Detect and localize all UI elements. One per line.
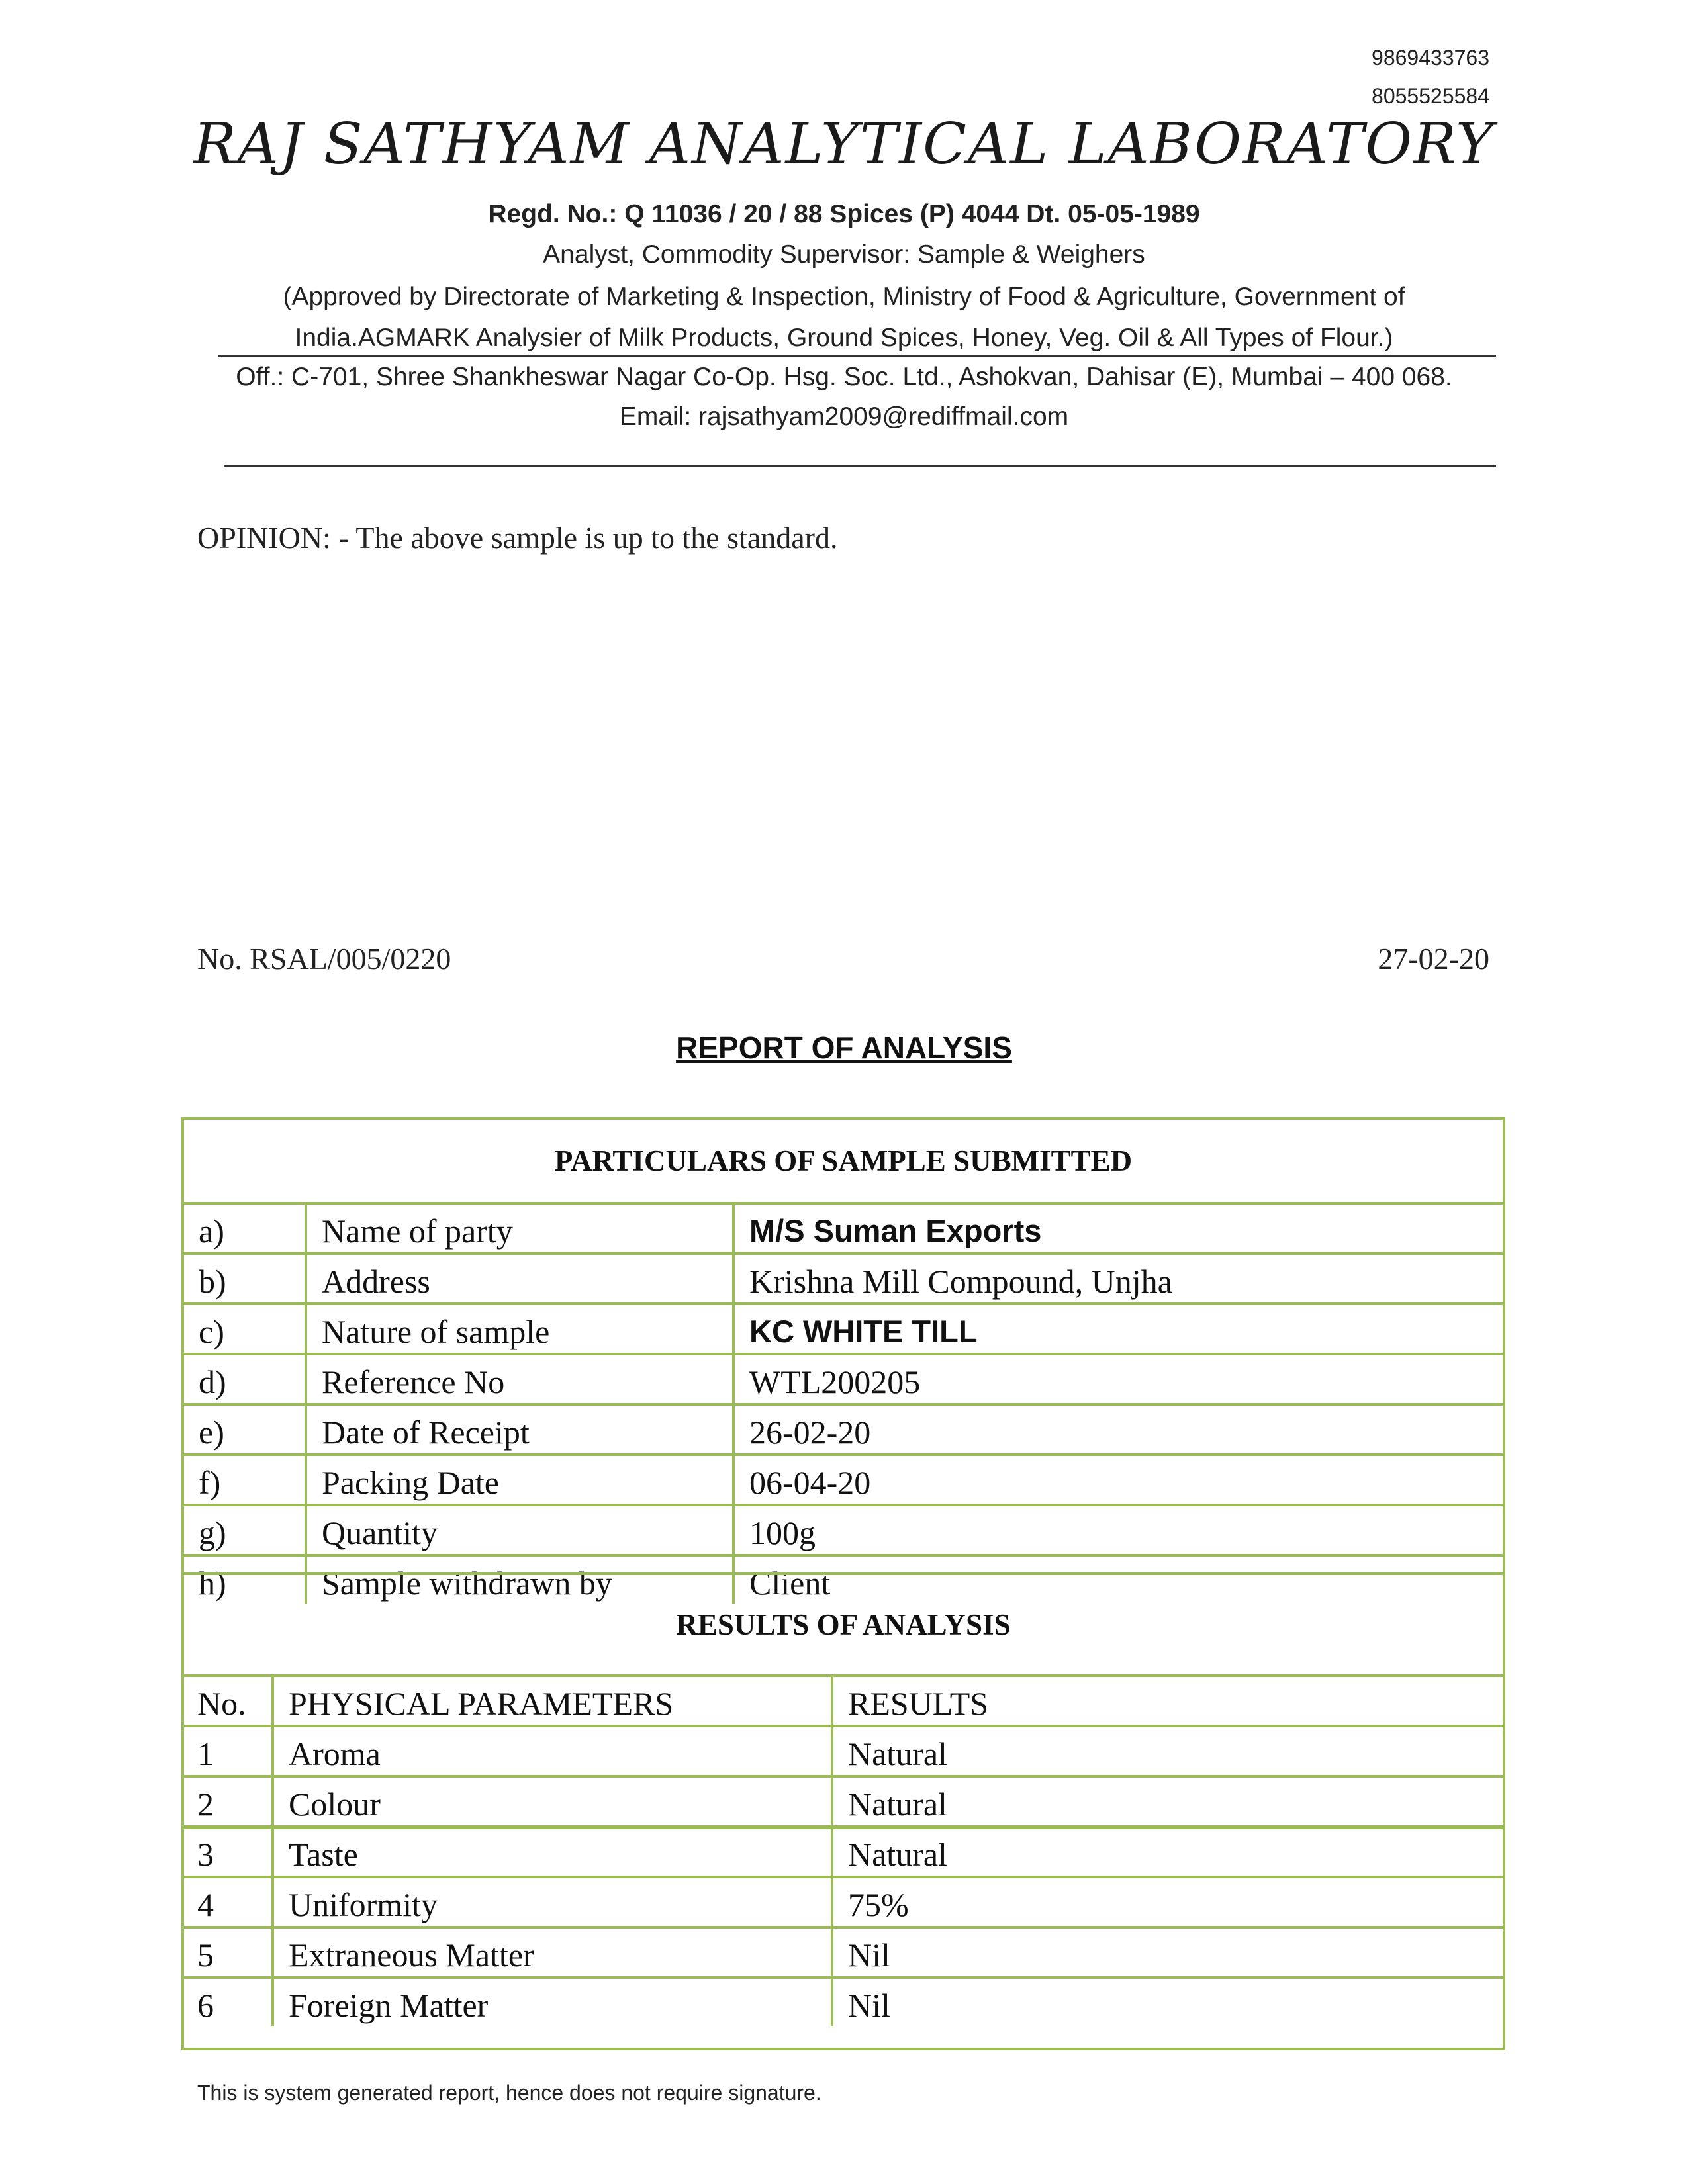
footer-note: This is system generated report, hence does not require signature. <box>197 2081 821 2105</box>
particulars-label: Quantity <box>306 1505 733 1555</box>
approval-line-2: India.AGMARK Analysier of Milk Products, Ground Spices, Honey, Veg. Oil & All Types of Flour.) <box>295 324 1393 352</box>
results-parameter: Aroma <box>273 1726 832 1776</box>
particulars-label: Sample withdrawn by <box>306 1555 733 1604</box>
particulars-value: KC WHITE TILL <box>733 1304 1503 1354</box>
approval-line-1: (Approved by Directorate of Marketing & Inspection, Ministry of Food & Agriculture, Government of <box>283 283 1405 311</box>
particulars-value: Krishna Mill Compound, Unjha <box>733 1253 1503 1304</box>
particulars-label: Nature of sample <box>306 1304 733 1354</box>
particulars-key: d) <box>184 1354 306 1404</box>
results-heading: RESULTS OF ANALYSIS <box>676 1608 1011 1641</box>
phone-number-1: 9869433763 <box>1372 46 1489 69</box>
email-line: Email: rajsathyam2009@rediffmail.com <box>619 402 1069 431</box>
results-row <box>184 1827 1503 1877</box>
approval-text <box>218 277 1470 359</box>
particulars-key: f) <box>184 1455 306 1505</box>
particulars-key: a) <box>184 1203 306 1253</box>
header-divider-2 <box>224 465 1496 467</box>
particulars-value: 100g <box>733 1505 1503 1555</box>
results-value: 75% <box>832 1877 1503 1927</box>
particulars-row <box>184 1203 1503 1253</box>
results-value: Nil <box>832 1927 1503 1978</box>
particulars-row <box>184 1404 1503 1455</box>
phone-number-2: 8055525584 <box>1372 84 1489 108</box>
opinion-text: OPINION: - The above sample is up to the standard. <box>197 521 838 555</box>
particulars-key: g) <box>184 1505 306 1555</box>
particulars-label: Date of Receipt <box>306 1404 733 1455</box>
particulars-key: c) <box>184 1304 306 1354</box>
particulars-value: WTL200205 <box>733 1354 1503 1404</box>
registration-number: Regd. No.: Q 11036 / 20 / 88 Spices (P) 4044 Dt. 05-05-1989 <box>488 200 1200 228</box>
results-value: Natural <box>832 1726 1503 1776</box>
particulars-value: 26-02-20 <box>733 1404 1503 1455</box>
results-column-header: RESULTS <box>832 1676 1503 1726</box>
results-parameter: Foreign Matter <box>273 1978 832 2026</box>
report-heading: REPORT OF ANALYSIS <box>676 1030 1012 1065</box>
particulars-row <box>184 1253 1503 1304</box>
particulars-key: h) <box>184 1555 306 1604</box>
results-parameter: Taste <box>273 1827 832 1877</box>
results-no: 6 <box>184 1978 273 2026</box>
particulars-label: Name of party <box>306 1203 733 1253</box>
particulars-label: Reference No <box>306 1354 733 1404</box>
results-parameter: Colour <box>273 1776 832 1827</box>
results-no: 1 <box>184 1726 273 1776</box>
results-column-header: PHYSICAL PARAMETERS <box>273 1676 832 1726</box>
results-no: 2 <box>184 1776 273 1827</box>
results-no: 5 <box>184 1927 273 1978</box>
results-parameter: Uniformity <box>273 1877 832 1927</box>
results-value: Natural <box>832 1827 1503 1877</box>
results-header-row <box>184 1676 1503 1726</box>
particulars-row <box>184 1505 1503 1555</box>
results-row <box>184 1877 1503 1927</box>
particulars-row <box>184 1304 1503 1354</box>
particulars-value: Client <box>733 1555 1503 1604</box>
particulars-table <box>184 1202 1503 1604</box>
particulars-value: M/S Suman Exports <box>733 1203 1503 1253</box>
results-column-header: No. <box>184 1676 273 1726</box>
results-parameter: Extraneous Matter <box>273 1927 832 1978</box>
phone-numbers <box>1372 38 1489 115</box>
particulars-label: Packing Date <box>306 1455 733 1505</box>
analyst-line: Analyst, Commodity Supervisor: Sample & Weighers <box>543 240 1145 269</box>
results-row <box>184 1726 1503 1776</box>
particulars-value: 06-04-20 <box>733 1455 1503 1505</box>
laboratory-name: RAJ SATHYAM ANALYTICAL LABORATORY <box>193 111 1495 177</box>
results-no: 3 <box>184 1827 273 1877</box>
particulars-label: Address <box>306 1253 733 1304</box>
results-row <box>184 1776 1503 1827</box>
office-address: Off.: C-701, Shree Shankheswar Nagar Co-Op. Hsg. Soc. Ltd., Ashokvan, Dahisar (E), Mumbai – 400 068. <box>236 363 1452 391</box>
particulars-key: e) <box>184 1404 306 1455</box>
results-no: 4 <box>184 1877 273 1927</box>
report-date: 27-02-20 <box>1378 942 1489 976</box>
report-number: No. RSAL/005/0220 <box>197 942 451 976</box>
particulars-key: b) <box>184 1253 306 1304</box>
results-value: Nil <box>832 1978 1503 2026</box>
particulars-heading: PARTICULARS OF SAMPLE SUBMITTED <box>554 1144 1133 1177</box>
particulars-row <box>184 1455 1503 1505</box>
results-row <box>184 1978 1503 2026</box>
results-row <box>184 1927 1503 1978</box>
results-value: Natural <box>832 1776 1503 1827</box>
particulars-row <box>184 1354 1503 1404</box>
